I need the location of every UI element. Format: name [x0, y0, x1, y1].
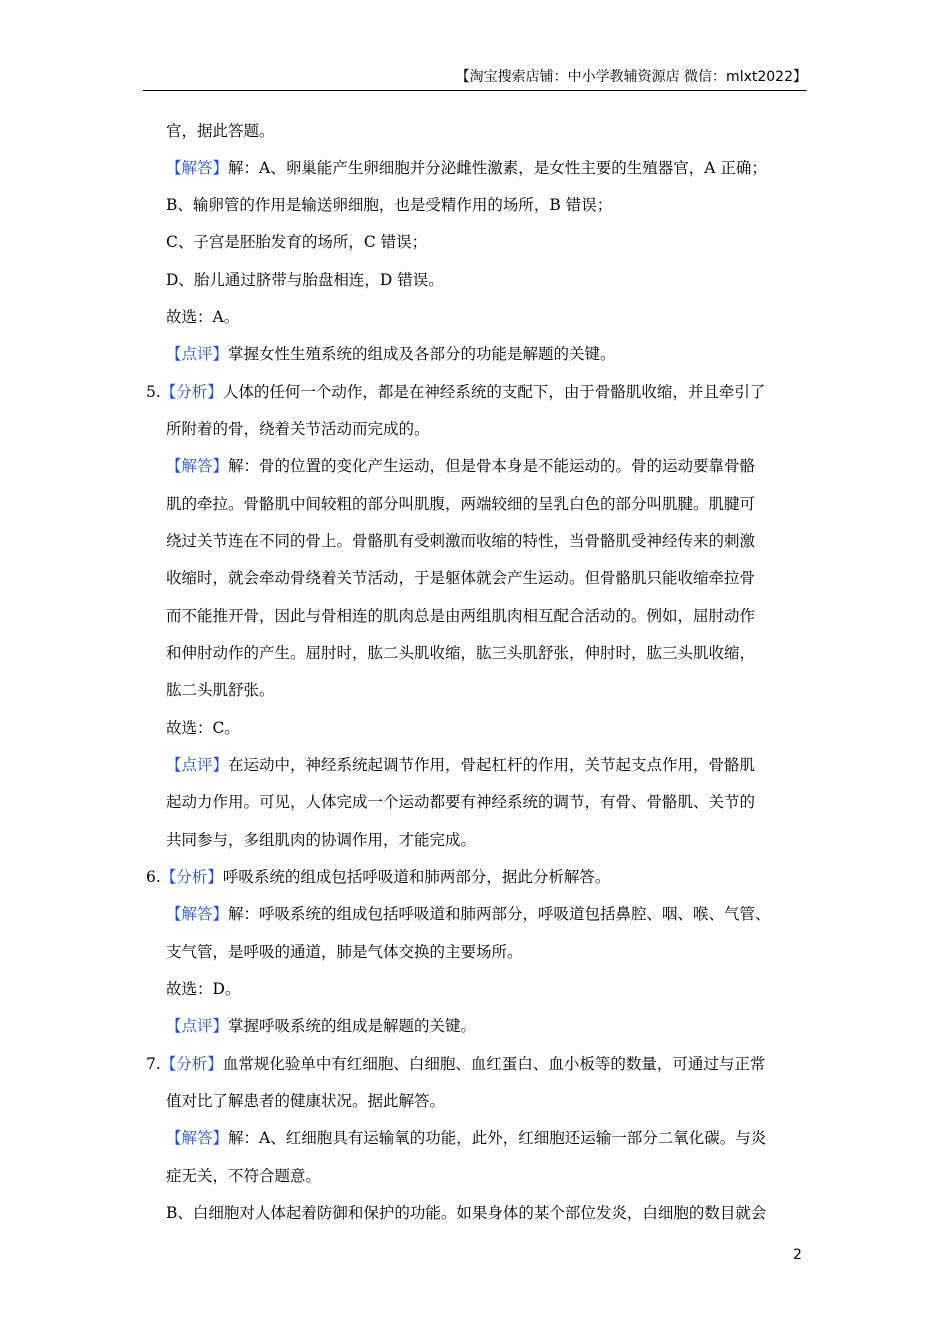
- text-line: 故选：D。: [166, 980, 241, 998]
- question-number: 5.: [146, 383, 161, 401]
- page-header: 【淘宝搜索店铺：中小学教辅资源店 微信：mlxt2022】: [455, 69, 807, 85]
- analysis-tag: 【分析】: [160, 868, 223, 886]
- text-line: 肌的牵拉。骨骼肌中间较粗的部分叫肌腹，两端较细的呈乳白色的部分叫肌腱。肌腱可: [166, 495, 756, 513]
- analysis-tag: 【分析】: [160, 1055, 223, 1073]
- text-line: B、输卵管的作用是输送卵细胞，也是受精作用的场所，B 错误；: [166, 196, 613, 214]
- answer-tag: 【解答】: [166, 905, 229, 923]
- text-line: 【点评】在运动中，神经系统起调节作用，骨起杠杆的作用，关节起支点作用，骨骼肌: [166, 756, 756, 774]
- text-line: 官，据此答题。: [166, 122, 275, 140]
- text-line: D、胎儿通过脐带与胎盘相连，D 错误。: [166, 271, 444, 289]
- text-line: 而不能推开骨，因此与骨相连的肌肉总是由两组肌肉相互配合活动的。例如，屈肘动作: [166, 607, 756, 625]
- text-line: 7.【分析】血常规化验单中有红细胞、白细胞、血红蛋白、血小板等的数量，可通过与正常: [146, 1055, 766, 1073]
- text-line: 【点评】掌握女性生殖系统的组成及各部分的功能是解题的关键。: [166, 345, 616, 363]
- text-line: 绕过关节连在不同的骨上。骨骼肌有受刺激而收缩的特性，当骨骼肌受神经传来的刺激: [166, 532, 756, 550]
- page-number: 2: [793, 1247, 802, 1263]
- answer-tag: 【解答】: [166, 457, 229, 475]
- question-number: 7.: [146, 1055, 161, 1073]
- text-line: 故选：C。: [166, 719, 240, 737]
- analysis-tag: 【分析】: [160, 383, 223, 401]
- text-line: 共同参与，多组肌肉的协调作用，才能完成。: [166, 831, 477, 849]
- question-number: 6.: [146, 868, 161, 886]
- text-line: 【解答】解：A、红细胞具有运输氧的功能，此外，红细胞还运输一部分二氧化碳。与炎: [166, 1129, 767, 1147]
- text-line: 【解答】解：骨的位置的变化产生运动，但是骨本身是不能运动的。骨的运动要靠骨骼: [166, 457, 756, 475]
- text-line: 支气管，是呼吸的通道，肺是气体交换的主要场所。: [166, 943, 523, 961]
- text-line: 肱二头肌舒张。: [166, 681, 275, 699]
- text-line: 和伸肘动作的产生。屈肘时，肱二头肌收缩，肱三头肌舒张，伸肘时，肱三头肌收缩，: [166, 644, 756, 662]
- text-line: 6.【分析】呼吸系统的组成包括呼吸道和肺两部分，据此分析解答。: [146, 868, 611, 886]
- comment-tag: 【点评】: [166, 1017, 229, 1035]
- text-line: 故选：A。: [166, 308, 240, 326]
- text-line: 症无关，不符合题意。: [166, 1167, 322, 1185]
- text-line: 5.【分析】人体的任何一个动作，都是在神经系统的支配下，由于骨骼肌收缩，并且牵引了: [146, 383, 766, 401]
- comment-tag: 【点评】: [166, 756, 229, 774]
- answer-tag: 【解答】: [166, 159, 229, 177]
- answer-tag: 【解答】: [166, 1129, 229, 1147]
- header-rule: [143, 90, 807, 91]
- text-line: 起动力作用。可见，人体完成一个运动都要有神经系统的调节，有骨、骨骼肌、关节的: [166, 793, 756, 811]
- text-line: 【点评】掌握呼吸系统的组成是解题的关键。: [166, 1017, 477, 1035]
- text-line: 【解答】解：A、卵巢能产生卵细胞并分泌雌性激素，是女性主要的生殖器官，A 正确；: [166, 159, 767, 177]
- text-line: 值对比了解患者的健康状况。据此解答。: [166, 1092, 446, 1110]
- comment-tag: 【点评】: [166, 345, 229, 363]
- text-line: C、子宫是胚胎发育的场所，C 错误；: [166, 233, 428, 251]
- text-line: B、白细胞对人体起着防御和保护的功能。如果身体的某个部位发炎，白细胞的数目就会: [166, 1204, 767, 1222]
- text-line: 收缩时，就会牵动骨绕着关节活动，于是躯体就会产生运动。但骨骼肌只能收缩牵拉骨: [166, 569, 756, 587]
- text-line: 所附着的骨，绕着关节活动而完成的。: [166, 420, 430, 438]
- text-line: 【解答】解：呼吸系统的组成包括呼吸道和肺两部分，呼吸道包括鼻腔、咽、喉、气管、: [166, 905, 771, 923]
